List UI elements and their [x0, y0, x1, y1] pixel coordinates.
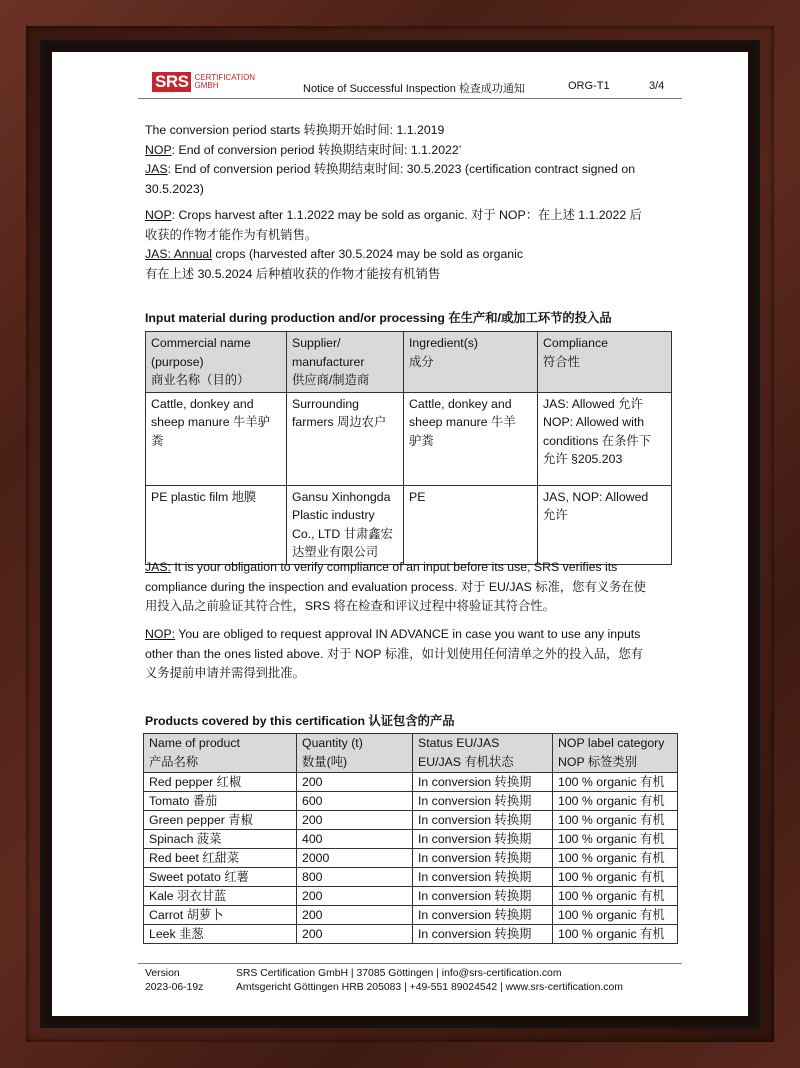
- header-text: 供应商/制造商: [292, 373, 370, 387]
- footer-company-info: [236, 967, 623, 995]
- product-name: Red beet 红甜菜: [144, 849, 297, 868]
- table-cell: [146, 392, 287, 485]
- cell-text: JAS: Allowed 允许: [543, 396, 643, 411]
- cell-text: conditions 在条件下: [543, 433, 651, 448]
- logo-mark: SRS: [152, 72, 191, 92]
- product-quantity: 200: [297, 773, 413, 792]
- header-cell: [297, 734, 413, 773]
- product-quantity: 2000: [297, 849, 413, 868]
- note-line: other than the ones listed above. 对于 NOP 标准，如计划使用任何清单之外的投入品，您有: [145, 646, 643, 661]
- product-name: Tomato 番茄: [144, 792, 297, 811]
- cell-text: Cattle, donkey and: [409, 396, 512, 411]
- product-status: In conversion 转换期: [413, 773, 553, 792]
- jas-obligation-note: [145, 558, 679, 617]
- header-text: 产品名称: [149, 755, 199, 769]
- header-text: Commercial name: [151, 336, 251, 350]
- table-row: [144, 906, 678, 925]
- cell-text: 粪: [151, 433, 164, 448]
- nop-harvest-line-2: 收获的作物才能作为有机销售。: [145, 227, 318, 242]
- header-title: Notice of Successful Inspection 检查成功通知: [303, 83, 525, 95]
- products-table-header: [144, 734, 678, 773]
- page-footer: [138, 963, 682, 1003]
- product-quantity: 200: [297, 906, 413, 925]
- product-nop-label: 100 % organic 有机: [553, 925, 678, 944]
- logo-text: [194, 74, 255, 90]
- version-date: 2023-06-19z: [145, 982, 204, 993]
- product-status: In conversion 转换期: [413, 906, 553, 925]
- header-cell: [146, 332, 287, 393]
- cell-text: 允许 §205.203: [543, 452, 623, 466]
- cell-text: 达塑业有限公司: [292, 545, 379, 559]
- table-row: [144, 868, 678, 887]
- product-name: Sweet potato 红薯: [144, 868, 297, 887]
- product-name: Green pepper 青椒: [144, 811, 297, 830]
- footer-line-1: SRS Certification GmbH | 37085 Göttingen | info@srs-certification.com: [236, 968, 562, 979]
- cell-text: Cattle, donkey and: [151, 396, 254, 411]
- cell-text: Plastic industry: [292, 508, 375, 522]
- header-cell: [404, 332, 538, 393]
- table-row: [144, 773, 678, 792]
- harvest-rules-block: [145, 206, 679, 284]
- product-nop-label: 100 % organic 有机: [553, 868, 678, 887]
- product-nop-label: 100 % organic 有机: [553, 811, 678, 830]
- product-name: Leek 韭葱: [144, 925, 297, 944]
- product-status: In conversion 转换期: [413, 925, 553, 944]
- table-cell: [538, 485, 672, 564]
- input-table-header: [146, 332, 672, 393]
- jas-conversion-end-cont: 30.5.2023): [145, 181, 204, 196]
- product-name: Carrot 胡萝卜: [144, 906, 297, 925]
- nop-conversion-end: NOP: End of conversion period 转换期结束时间: 1.1.2022’: [145, 142, 462, 157]
- product-quantity: 400: [297, 830, 413, 849]
- header-text: 成分: [409, 354, 434, 369]
- products-section-title: Products covered by this certification 认证包含的产品: [145, 714, 455, 728]
- logo-line-1: CERTIFICATION: [194, 73, 256, 82]
- header-text: NOP label category: [558, 736, 665, 750]
- product-status: In conversion 转换期: [413, 868, 553, 887]
- header-cell: [538, 332, 672, 393]
- cell-text: PE plastic film 地膜: [151, 489, 257, 504]
- certificate-page: [52, 52, 748, 1016]
- cell-text: sheep manure 牛羊驴: [151, 415, 270, 429]
- cell-text: sheep manure 牛羊: [409, 415, 516, 429]
- cell-text: PE: [409, 489, 426, 504]
- cell-text: JAS, NOP: Allowed: [543, 489, 649, 504]
- header-page-number: 3/4: [649, 80, 665, 92]
- header-code: ORG-T1: [568, 80, 610, 92]
- header-text: (purpose): [151, 354, 204, 369]
- cell-text: 允许: [543, 508, 568, 522]
- table-row: [144, 849, 678, 868]
- product-name: Kale 羽衣甘蓝: [144, 887, 297, 906]
- header-cell: [413, 734, 553, 773]
- product-status: In conversion 转换期: [413, 887, 553, 906]
- input-section-title: Input material during production and/or processing 在生产和/或加工环节的投入品: [145, 311, 612, 325]
- table-cell: [287, 392, 404, 485]
- product-quantity: 200: [297, 811, 413, 830]
- nop-harvest-line: NOP: Crops harvest after 1.1.2022 may be sold as organic. 对于 NOP：在上述 1.1.2022 后: [145, 208, 642, 222]
- table-cell: [404, 392, 538, 485]
- product-nop-label: 100 % organic 有机: [553, 830, 678, 849]
- product-quantity: 600: [297, 792, 413, 811]
- cell-text: farmers 周边农户: [292, 415, 387, 429]
- table-row: [146, 485, 672, 564]
- jas-annual-line-2: 有在上述 30.5.2024 后种植收获的作物才能按有机销售: [145, 266, 441, 281]
- nop-approval-note: [145, 625, 679, 684]
- header-text: 符合性: [543, 354, 580, 369]
- header-text: EU/JAS 有机状态: [418, 755, 514, 769]
- header-text: Status EU/JAS: [418, 736, 500, 750]
- page-header: [138, 69, 682, 99]
- jas-conversion-end: JAS: End of conversion period 转换期结束时间: 30.5.2023 (certification contract signed on: [145, 162, 636, 176]
- logo-line-2: GMBH: [194, 81, 219, 90]
- table-row: [144, 811, 678, 830]
- table-row: [144, 925, 678, 944]
- header-text: 商业名称（目的）: [151, 373, 250, 387]
- version-label: Version: [145, 968, 180, 979]
- header-cell: [287, 332, 404, 393]
- product-name: Spinach 菠菜: [144, 830, 297, 849]
- header-text: 数量(吨): [302, 755, 348, 769]
- header-text: Name of product: [149, 736, 240, 750]
- cell-text: Surrounding: [292, 396, 359, 411]
- note-line: JAS: It is your obligation to verify compliance of an input before its use, SRS verifies its: [145, 560, 618, 574]
- note-line: 用投入品之前验证其符合性，SRS 将在检查和评议过程中将验证其符合性。: [145, 599, 555, 613]
- table-cell: [538, 392, 672, 485]
- header-text: manufacturer: [292, 354, 365, 369]
- conversion-start: The conversion period starts 转换期开始时间: 1.1.2019: [145, 123, 445, 137]
- header-cell: [144, 734, 297, 773]
- cell-text: NOP: Allowed with: [543, 415, 645, 429]
- jas-annual-line: JAS: Annual crops (harvested after 30.5.2024 may be sold as organic: [145, 247, 524, 261]
- cell-text: Co., LTD 甘肃鑫宏: [292, 526, 393, 541]
- note-line: compliance during the inspection and evaluation process. 对于 EU/JAS 标准，您有义务在使: [145, 579, 646, 594]
- footer-line-2: Amtsgericht Göttingen HRB 205083 | +49-551 89024542 | www.srs-certification.com: [236, 982, 623, 993]
- product-nop-label: 100 % organic 有机: [553, 773, 678, 792]
- header-text: Quantity (t): [302, 736, 363, 750]
- header-text: NOP 标签类别: [558, 755, 638, 769]
- header-text: Supplier/: [292, 336, 341, 350]
- product-name: Red pepper 红椒: [144, 773, 297, 792]
- input-material-table: [145, 331, 672, 565]
- footer-version: [145, 967, 203, 995]
- product-quantity: 800: [297, 868, 413, 887]
- product-nop-label: 100 % organic 有机: [553, 792, 678, 811]
- product-status: In conversion 转换期: [413, 792, 553, 811]
- product-quantity: 200: [297, 925, 413, 944]
- header-text: Compliance: [543, 336, 608, 350]
- products-table: [143, 733, 678, 944]
- product-nop-label: 100 % organic 有机: [553, 887, 678, 906]
- table-row: [144, 887, 678, 906]
- product-nop-label: 100 % organic 有机: [553, 849, 678, 868]
- cell-text: 驴粪: [409, 433, 434, 448]
- table-cell: [146, 485, 287, 564]
- note-line: NOP: You are obliged to request approval IN ADVANCE in case you want to use any inputs: [145, 627, 641, 641]
- conversion-period-block: [145, 121, 679, 199]
- table-cell: [404, 485, 538, 564]
- header-cell: [553, 734, 678, 773]
- table-row: [146, 392, 672, 485]
- product-quantity: 200: [297, 887, 413, 906]
- table-row: [144, 792, 678, 811]
- note-line: 义务提前申请并需得到批准。: [145, 666, 305, 680]
- cell-text: Gansu Xinhongda: [292, 489, 391, 504]
- product-status: In conversion 转换期: [413, 830, 553, 849]
- srs-logo: [152, 71, 255, 93]
- product-nop-label: 100 % organic 有机: [553, 906, 678, 925]
- table-row: [144, 830, 678, 849]
- table-cell: [287, 485, 404, 564]
- product-status: In conversion 转换期: [413, 849, 553, 868]
- header-text: Ingredient(s): [409, 336, 479, 350]
- product-status: In conversion 转换期: [413, 811, 553, 830]
